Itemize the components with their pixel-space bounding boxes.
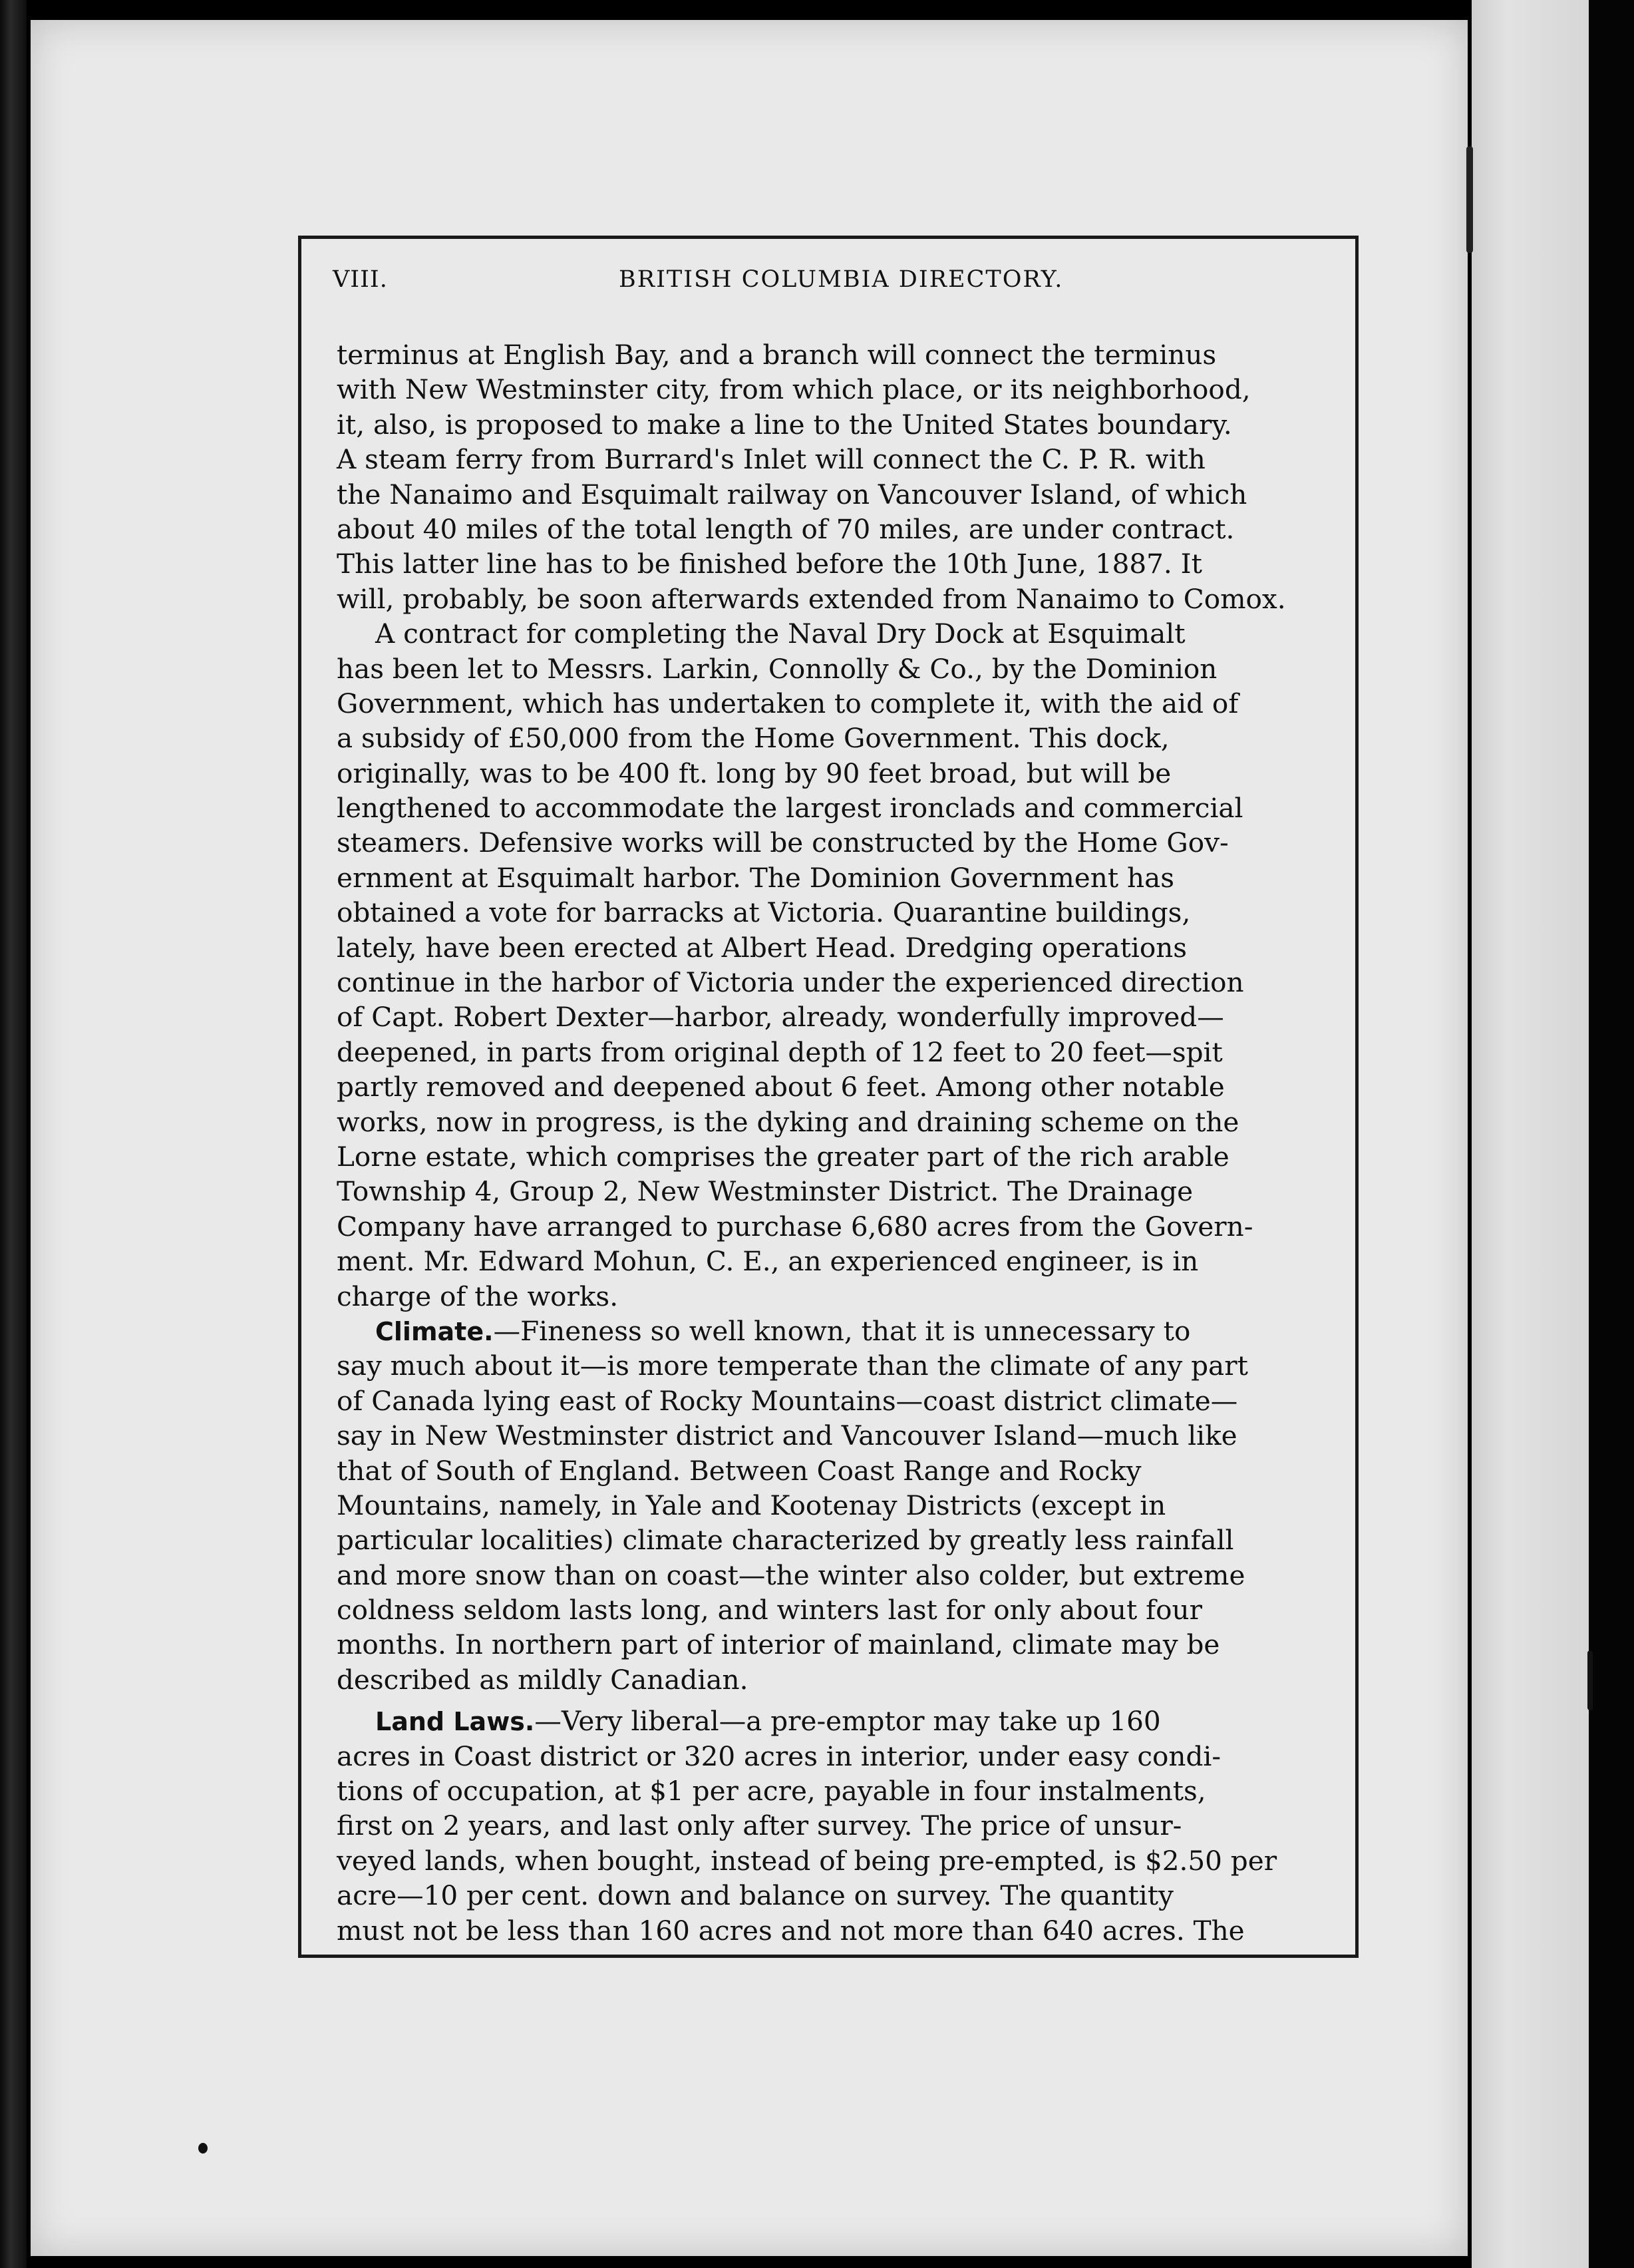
text-line: tions of occupation, at $1 per acre, payable in four instalments, bbox=[337, 1775, 1206, 1807]
text-line: with New Westminster city, from which place, or its neighborhood, bbox=[337, 373, 1251, 406]
text-line: acre—10 per cent. down and balance on survey. The quantity bbox=[337, 1879, 1174, 1912]
text-line: about 40 miles of the total length of 70 miles, are under contract. bbox=[337, 512, 1235, 545]
section-heading-land-laws: Land Laws. bbox=[375, 1707, 535, 1737]
text-line: originally, was to be 400 ft. long by 90 feet broad, but will be bbox=[337, 757, 1172, 789]
running-header bbox=[333, 266, 1334, 306]
text-line: This latter line has to be finished before the 10th June, 1887. It bbox=[337, 548, 1202, 580]
text-fragment: —Fineness so well known, that it is unnecessary to bbox=[493, 1314, 1191, 1347]
body-text bbox=[337, 337, 1332, 1948]
text-line: ernment at Esquimalt harbor. The Dominion Government has bbox=[337, 861, 1175, 894]
text-line: first on 2 years, and last only after survey. The price of unsur- bbox=[337, 1809, 1182, 1842]
text-line: steamers. Defensive works will be constructed by the Home Gov- bbox=[337, 827, 1229, 859]
text-line: of Canada lying east of Rocky Mountains—coast district climate— bbox=[337, 1384, 1238, 1417]
text-line: say in New Westminster district and Vancouver Island—much like bbox=[337, 1419, 1237, 1452]
text-line: A steam ferry from Burrard's Inlet will connect the C. P. R. with bbox=[337, 443, 1206, 476]
text-line: say much about it—is more temperate than the climate of any part bbox=[337, 1350, 1248, 1382]
text-line: acres in Coast district or 320 acres in interior, under easy condi- bbox=[337, 1740, 1222, 1772]
text-line: particular localities) climate characterized by greatly less rainfall bbox=[337, 1524, 1234, 1557]
text-line: coldness seldom lasts long, and winters last for only about four bbox=[337, 1594, 1202, 1626]
text-line: Lorne estate, which comprises the greater part of the rich arable bbox=[337, 1140, 1229, 1173]
adjacent-page-edge bbox=[1472, 0, 1589, 2268]
left-film-edge bbox=[0, 0, 27, 2268]
text-line: and more snow than on coast—the winter also colder, but extreme bbox=[337, 1559, 1245, 1591]
text-line: of Capt. Robert Dexter—harbor, already, wonderfully improved— bbox=[337, 1001, 1224, 1034]
text-line: partly removed and deepened about 6 feet. Among other notable bbox=[337, 1071, 1225, 1103]
text-line: months. In northern part of interior of mainland, climate may be bbox=[337, 1628, 1220, 1661]
text-line: obtained a vote for barracks at Victoria. Quarantine buildings, bbox=[337, 896, 1191, 929]
text-line: Government, which has undertaken to complete it, with the aid of bbox=[337, 687, 1239, 719]
text-line: the Nanaimo and Esquimalt railway on Vancouver Island, of which bbox=[337, 478, 1247, 510]
text-line bbox=[337, 1314, 1332, 1348]
text-line: continue in the harbor of Victoria under the experienced direction bbox=[337, 966, 1244, 999]
text-line: it, also, is proposed to make a line to the United States boundary. bbox=[337, 408, 1232, 441]
text-line: Mountains, namely, in Yale and Kootenay Districts (except in bbox=[337, 1489, 1166, 1521]
page-number: VIII. bbox=[333, 266, 388, 293]
text-line: must not be less than 160 acres and not more than 640 acres. The bbox=[337, 1914, 1245, 1947]
text-line: has been let to Messrs. Larkin, Connolly & Co., by the Dominion bbox=[337, 652, 1218, 685]
right-film-edge bbox=[1589, 0, 1634, 2268]
text-line: ment. Mr. Edward Mohun, C. E., an experienced engineer, is in bbox=[337, 1245, 1199, 1278]
text-line: lately, have been erected at Albert Head. Dredging operations bbox=[337, 931, 1188, 964]
text-line: terminus at English Bay, and a branch will connect the terminus bbox=[337, 339, 1217, 371]
text-line: deepened, in parts from original depth of 12 feet to 20 feet—spit bbox=[337, 1036, 1223, 1068]
text-line: Company have arranged to purchase 6,680 acres from the Govern- bbox=[337, 1210, 1253, 1242]
text-line: lengthened to accommodate the largest ironclads and commercial bbox=[337, 792, 1243, 825]
text-line: will, probably, be soon afterwards extended from Nanaimo to Comox. bbox=[337, 582, 1286, 615]
text-line: works, now in progress, is the dyking and draining scheme on the bbox=[337, 1105, 1239, 1138]
ink-dot bbox=[198, 2143, 208, 2154]
text-fragment: —Very liberal—a pre-emptor may take up 160 bbox=[534, 1705, 1161, 1738]
text-line: veyed lands, when bought, instead of being pre-empted, is $2.50 per bbox=[337, 1844, 1277, 1877]
binding-mark bbox=[1466, 146, 1473, 253]
text-line: described as mildly Canadian. bbox=[337, 1663, 748, 1696]
edge-mark bbox=[1587, 1650, 1593, 1710]
section-heading-climate: Climate. bbox=[375, 1316, 494, 1346]
text-line: Township 4, Group 2, New Westminster District. The Drainage bbox=[337, 1175, 1194, 1208]
text-line: A contract for completing the Naval Dry Dock at Esquimalt bbox=[375, 618, 1186, 650]
text-line: that of South of England. Between Coast Range and Rocky bbox=[337, 1454, 1142, 1487]
running-title: BRITISH COLUMBIA DIRECTORY. bbox=[619, 266, 1064, 293]
text-line: charge of the works. bbox=[337, 1280, 619, 1312]
text-line: a subsidy of £50,000 from the Home Government. This dock, bbox=[337, 722, 1170, 755]
text-line bbox=[337, 1704, 1332, 1738]
